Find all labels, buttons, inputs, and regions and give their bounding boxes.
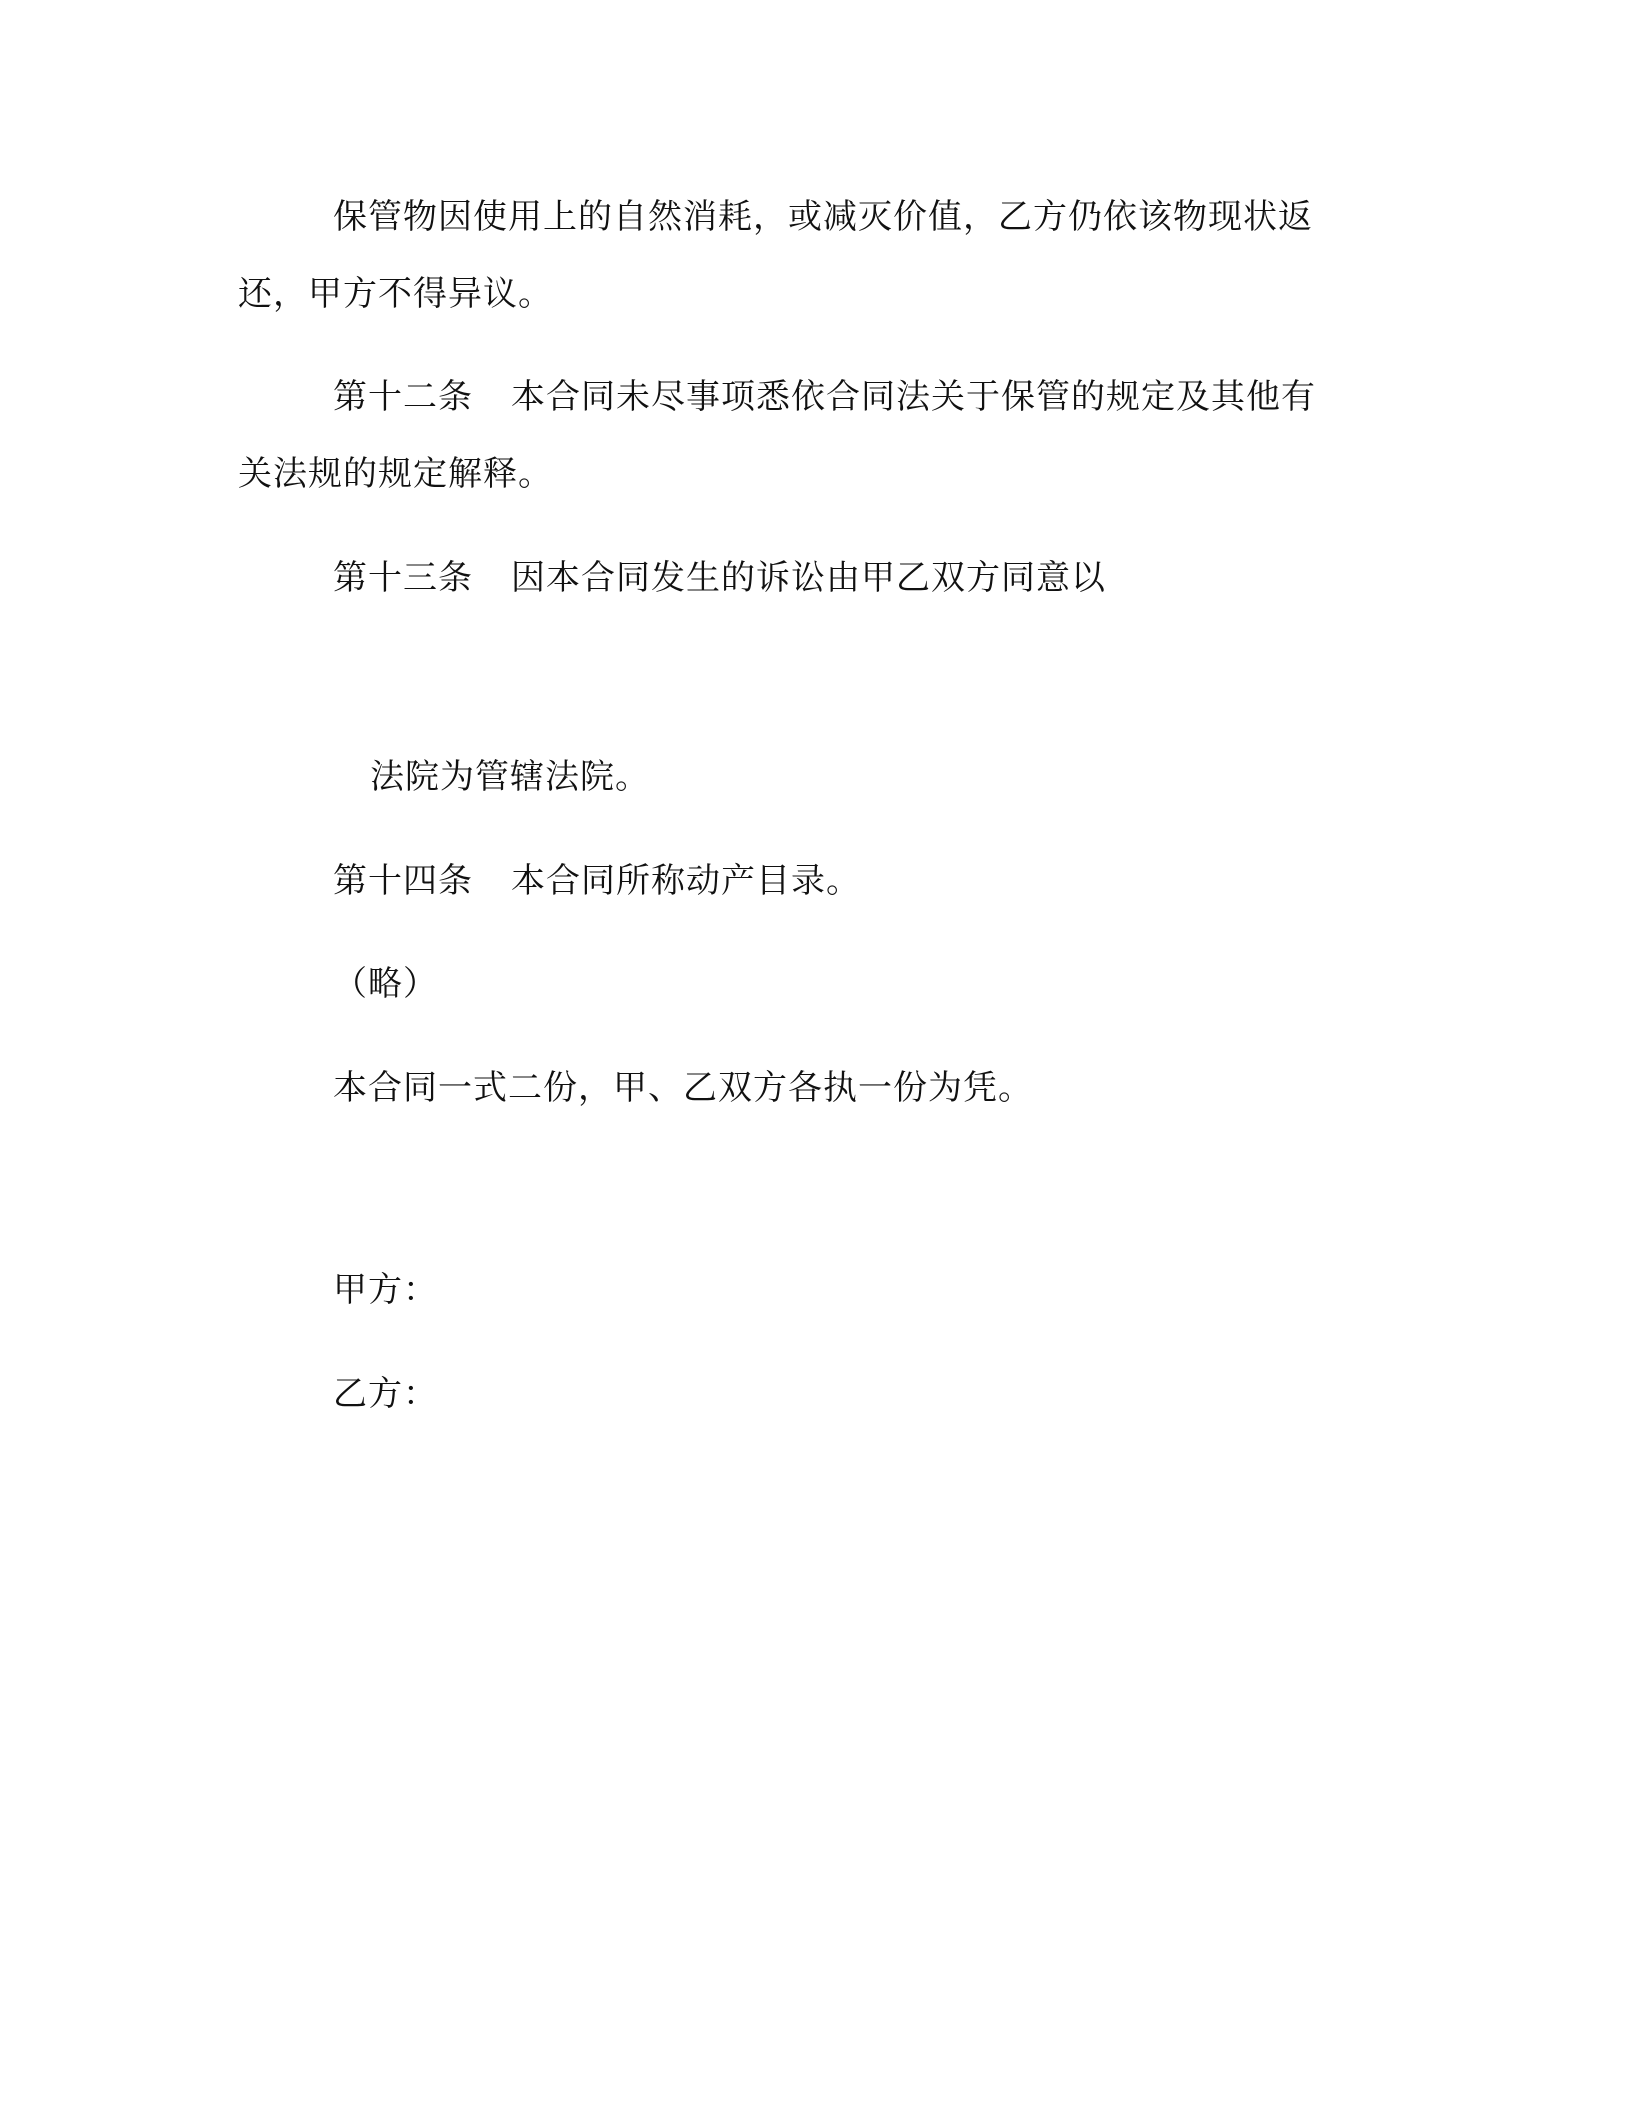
- clause-12-text-line2: 关法规的规定解释。: [238, 454, 553, 494]
- clause-14-note: （略）: [333, 964, 438, 1004]
- clause-14-text: 本合同所称动产目录。: [511, 861, 861, 901]
- clause-12-text: 本合同未尽事项悉依合同法关于保管的规定及其他有: [511, 377, 1316, 417]
- clause-13-text-line2: 法院为管辖法院。: [370, 757, 650, 797]
- clause-13-line1: [333, 556, 1106, 600]
- clause-12-line1: [333, 375, 1316, 419]
- clause-14-heading: 第十四条: [333, 861, 473, 901]
- clause-11-text-line1: 保管物因使用上的自然消耗，或减灭价值，乙方仍依该物现状返: [333, 197, 1313, 237]
- clause-12-heading: 第十二条: [333, 377, 473, 417]
- clause-14-line1: [333, 859, 861, 903]
- party-a-signature-label: 甲方：: [333, 1270, 438, 1310]
- clause-13-heading: 第十三条: [333, 558, 473, 598]
- party-b-signature-label: 乙方：: [333, 1374, 438, 1414]
- copies-statement: 本合同一式二份，甲、乙双方各执一份为凭。: [333, 1068, 1033, 1108]
- clause-13-text: 因本合同发生的诉讼由甲乙双方同意以: [511, 558, 1106, 598]
- clause-11-text-line2: 还，甲方不得异议。: [238, 274, 553, 314]
